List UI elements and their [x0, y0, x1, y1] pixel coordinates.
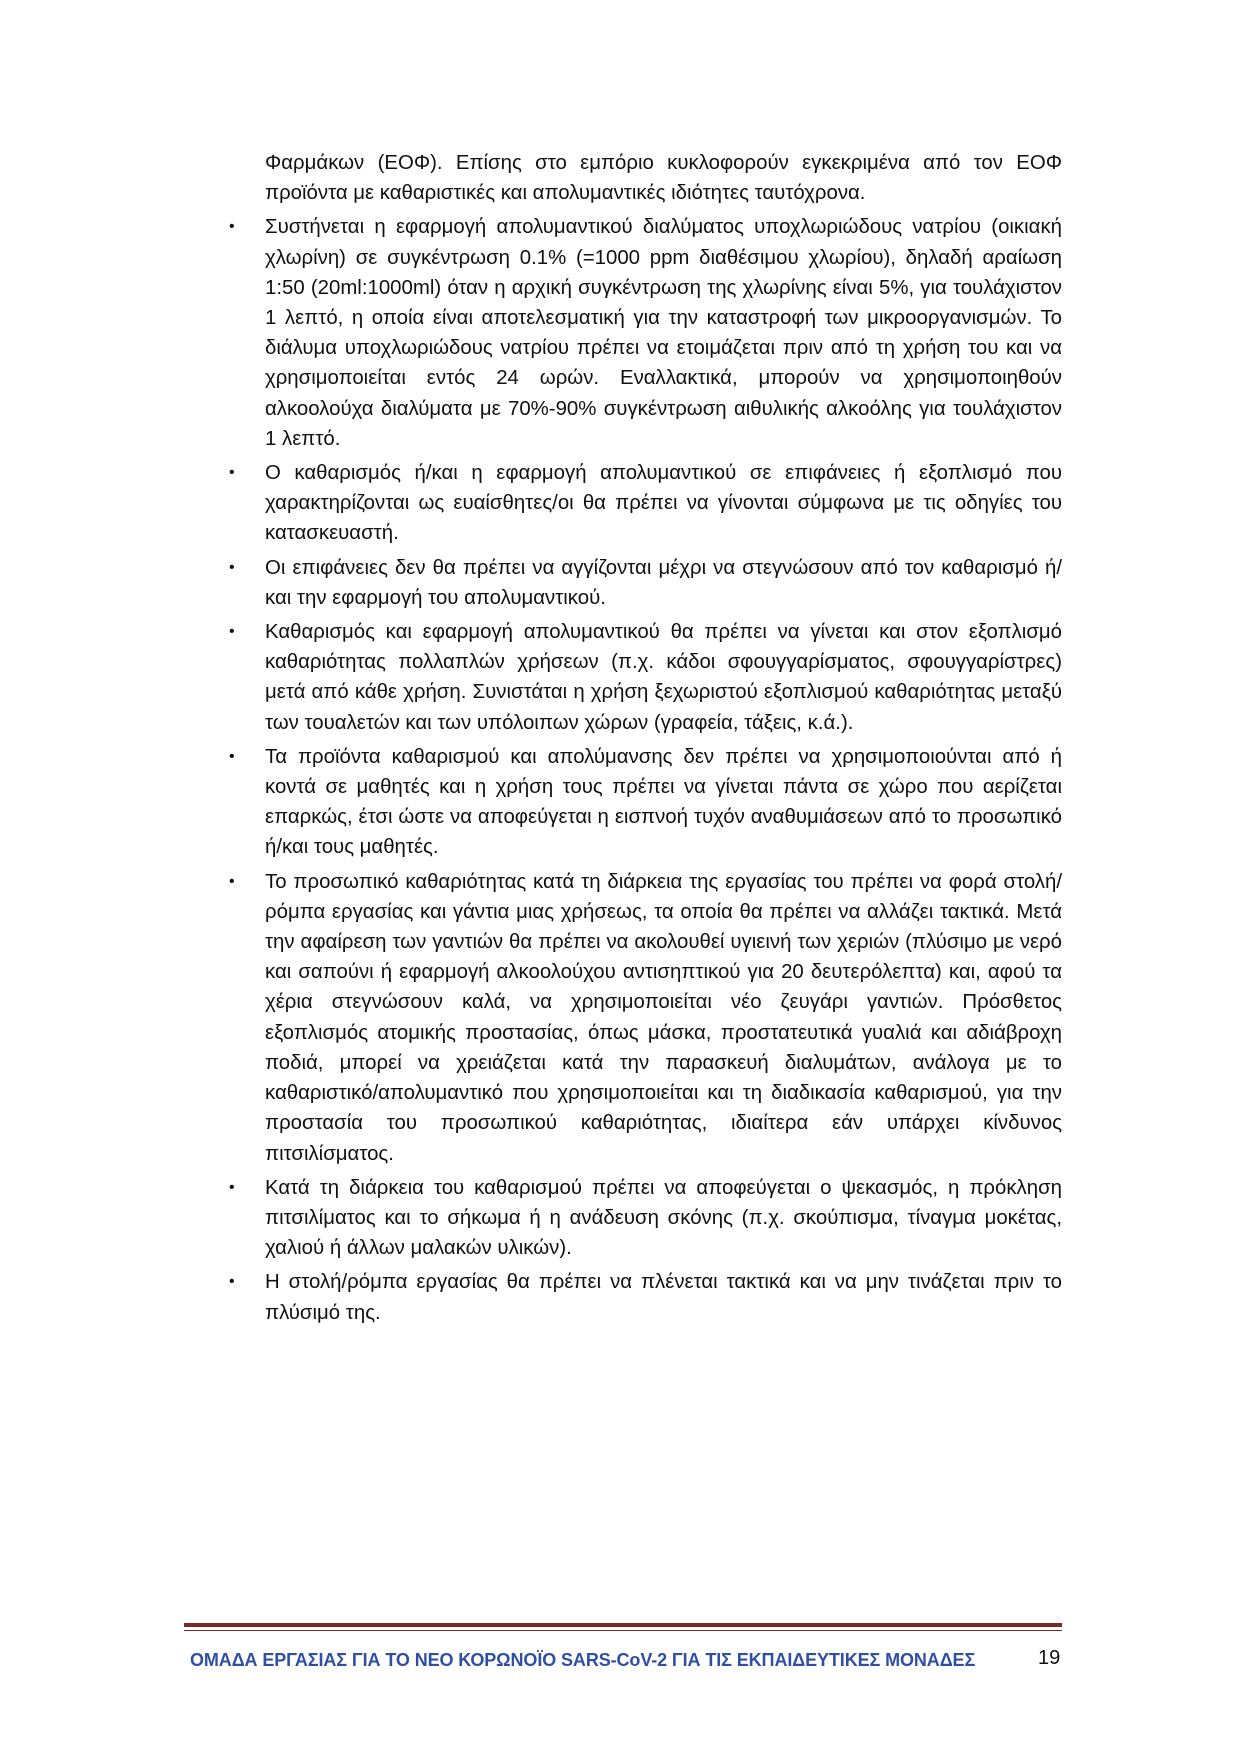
bullet-icon: • — [229, 464, 235, 482]
list-item-text: Η στολή/ρόμπα εργασίας θα πρέπει να πλένεται τακτικά και να μην τινάζεται πριν το πλύσιμό της. — [265, 1271, 1062, 1324]
bullet-icon: • — [229, 1273, 235, 1291]
list-item — [229, 1173, 1062, 1264]
list-item-text: Το προσωπικό καθαριότητας κατά τη διάρκεια της εργασίας του πρέπει να φορά στολή/ρόμπα εργασίας και γάντια μιας χρήσεως, τα οποία θα πρέπει να αλλάζει τακτικά. Μετά την αφαίρεση των γαντιών θα πρέπει να ακολουθεί υγιεινή των χεριών (πλύσιμο με νερό και σαπούνι ή εφαρμογή αλκοολούχου αντισηπτικού για 20 δευτερόλεπτα) και, αφού τα χέρια στεγνώσουν καλά, να χρησιμοποιείται νέο ζευγάρι γαντιών. Πρόσθετος εξοπλισμός ατομικής προστασίας, όπως μάσκα, προστατευτικά γυαλιά και αδιάβροχη ποδιά, μπορεί να χρειάζεται κατά την παρασκευή διαλυμάτων, ανάλογα με το καθαριστικό/απολυμαντικό που χρησιμοποιείται και τη διαδικασία καθαρισμού, για την προστασία του προσωπικού καθαριότητας, ιδιαίτερα εάν υπάρχει κίνδυνος πιτσιλίσματος. — [265, 870, 1062, 1165]
list-item-text: Καθαρισμός και εφαρμογή απολυμαντικού θα πρέπει να γίνεται και στον εξοπλισμό καθαριότητας πολλαπλών χρήσεων (π.χ. κάδοι σφουγγαρίσματος, σφουγγαρίστρες) μετά από κάθε χρήση. Συνιστάται η χρήση ξεχωριστού εξοπλισμού καθαριότητας μεταξύ των τουαλετών και των υπόλοιπων χώρων (γραφεία, τάξεις, κ.ά.). — [265, 621, 1062, 734]
footer-title: ΟΜΑΔΑ ΕΡΓΑΣΙΑΣ ΓΙΑ ΤΟ ΝΕΟ ΚΟΡΩΝΟΪΟ SARS-CoV-2 ΓΙΑ ΤΙΣ ΕΚΠΑΙΔΕΥΤΙΚΕΣ ΜΟΝΑΔΕΣ — [190, 1650, 976, 1670]
continuation-paragraph: Φαρμάκων (ΕΟΦ). Επίσης στο εμπόριο κυκλοφορούν εγκεκριμένα από τον ΕΟΦ προϊόντα με καθαριστικές και απολυμαντικές ιδιότητες ταυτόχρονα. — [265, 152, 1062, 205]
list-item — [229, 867, 1062, 1169]
list-item — [229, 1267, 1062, 1327]
list-item — [229, 617, 1062, 738]
bullet-icon: • — [229, 747, 235, 765]
bullet-icon: • — [229, 558, 235, 576]
bullet-list — [229, 212, 1062, 1327]
list-item — [229, 553, 1062, 613]
bullet-icon: • — [229, 872, 235, 890]
list-item-text: Ο καθαρισμός ή/και η εφαρμογή απολυμαντικού σε επιφάνειες ή εξοπλισμό που χαρακτηρίζονται ως ευαίσθητες/οι θα πρέπει να γίνονται σύμφωνα με τις οδηγίες του κατασκευαστή. — [265, 462, 1062, 545]
footer-divider — [184, 1623, 1062, 1627]
bullet-icon: • — [229, 1178, 235, 1196]
bullet-icon: • — [229, 623, 235, 641]
list-item — [229, 212, 1062, 454]
list-item-text: Οι επιφάνειες δεν θα πρέπει να αγγίζονται μέχρι να στεγνώσουν από τον καθαρισμό ή/και την εφαρμογή του απολυμαντικού. — [265, 556, 1062, 609]
list-item — [229, 458, 1062, 549]
list-item-text: Συστήνεται η εφαρμογή απολυμαντικού διαλύματος υποχλωριώδους νατρίου (οικιακή χλωρίνη) σε συγκέντρωση 0.1% (=1000 ppm διαθέσιμου χλωρίου), δηλαδή αραίωση 1:50 (20ml:1000ml) όταν η αρχική συγκέντρωση της χλωρίνης είναι 5%, για τουλάχιστον 1 λεπτό, η οποία είναι αποτελεσματική για την καταστροφή των μικροοργανισμών. Το διάλυμα υποχλωριώδους νατρίου πρέπει να ετοιμάζεται πριν από τη χρήση του και να χρησιμοποιείται εντός 24 ωρών. Εναλλακτικά, μπορούν να χρησιμοποιηθούν αλκοολούχα διαλύματα με 70%-90% συγκέντρωση αιθυλικής αλκοόλης για τουλάχιστον 1 λεπτό. — [265, 216, 1062, 450]
list-item-text: Τα προϊόντα καθαρισμού και απολύμανσης δεν πρέπει να χρησιμοποιούνται από ή κοντά σε μαθητές και η χρήση τους πρέπει να γίνεται πάντα σε χώρο που αερίζεται επαρκώς, έτσι ώστε να αποφεύγεται η εισπνοή τυχόν αναθυμιάσεων από το προσωπικό ή/και τους μαθητές. — [265, 745, 1062, 859]
list-item-text: Κατά τη διάρκεια του καθαρισμού πρέπει να αποφεύγεται ο ψεκασμός, η πρόκληση πιτσιλίματος και το σήκωμα ή η ανάδευση σκόνης (π.χ. σκούπισμα, τίναγμα μοκέτας, χαλιού ή άλλων μαλακών υλικών). — [265, 1176, 1062, 1260]
document-body — [229, 148, 1062, 1332]
footer-divider-thin — [184, 1630, 1062, 1631]
list-item — [229, 742, 1062, 863]
page-number: 19 — [1038, 1647, 1061, 1669]
bullet-icon: • — [229, 218, 235, 236]
